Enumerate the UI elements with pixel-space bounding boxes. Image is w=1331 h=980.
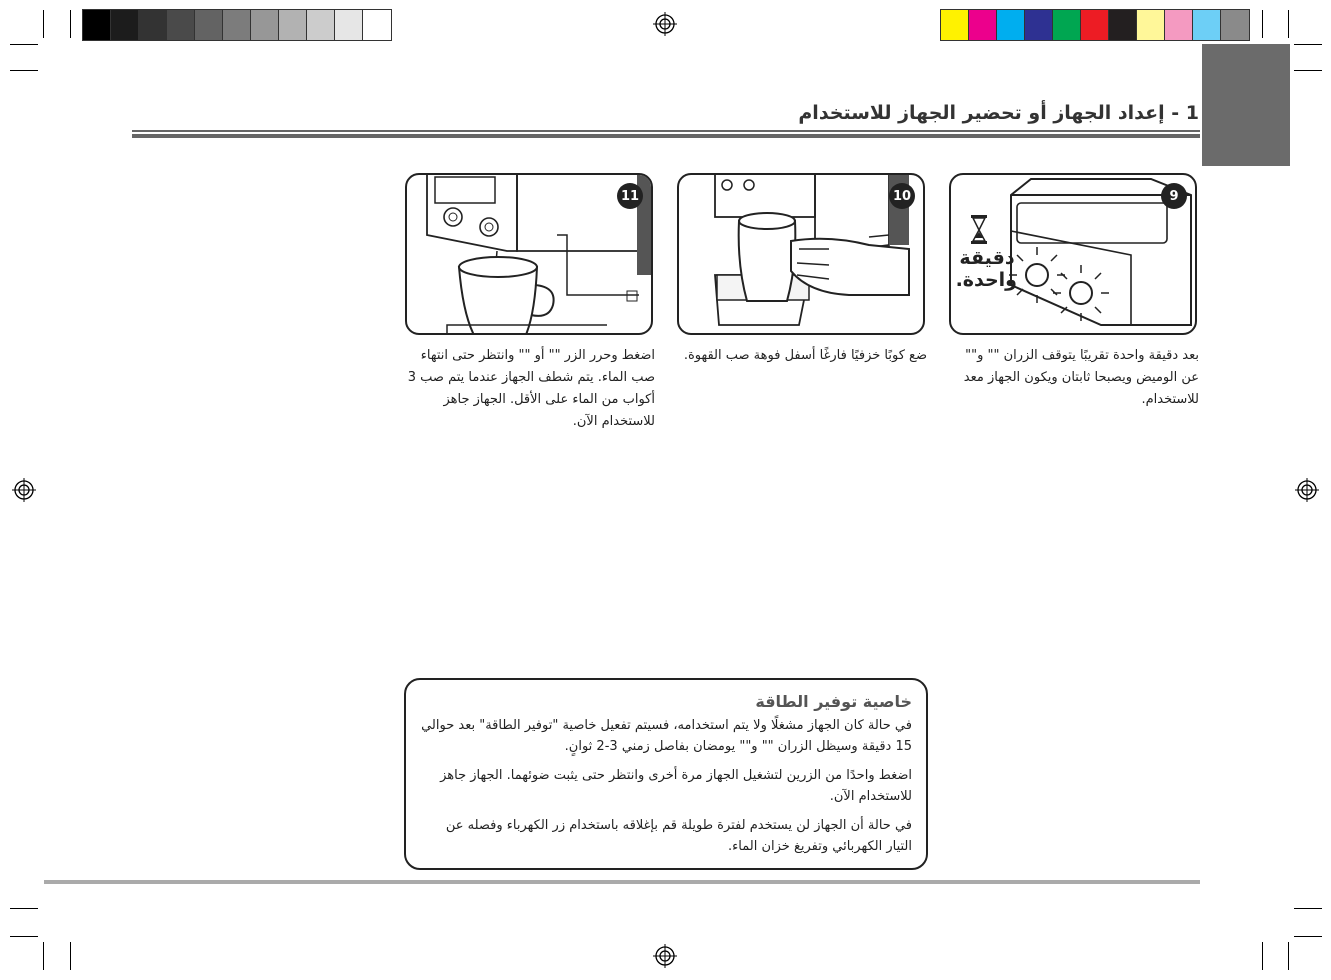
registration-mark-left-icon xyxy=(12,478,36,502)
grayscale-swatch-8 xyxy=(279,10,307,40)
step-11-illustration xyxy=(405,173,653,335)
process-color-swatch-9 xyxy=(1165,10,1193,40)
energy-saving-paragraph-2: اضغط واحدًا من الزرين لتشغيل الجهاز مرة أخرى وانتظر حتى يثبت ضوئهما. الجهاز جاهز للاستخدام الآن. xyxy=(440,768,912,804)
grayscale-swatch-5 xyxy=(195,10,223,40)
grayscale-swatch-1 xyxy=(83,10,111,40)
step-number-badge: 10 xyxy=(889,183,915,209)
color-swatch-bar xyxy=(940,9,1250,41)
process-color-swatch-5 xyxy=(1053,10,1081,40)
energy-saving-box xyxy=(404,678,928,870)
grayscale-swatch-3 xyxy=(139,10,167,40)
process-color-swatch-6 xyxy=(1081,10,1109,40)
process-color-swatch-11 xyxy=(1221,10,1249,40)
energy-saving-paragraph-3: في حالة أن الجهاز لن يستخدم لفترة طويلة قم بإغلاقه باستخدام زر الكهرباء وفصله عن التيار الكهربائي وتفريغ خزان الماء. xyxy=(445,818,912,854)
process-color-swatch-3 xyxy=(997,10,1025,40)
registration-mark-right-icon xyxy=(1295,478,1319,502)
grayscale-swatch-9 xyxy=(307,10,335,40)
step-9-illustration xyxy=(949,173,1197,335)
header-rule xyxy=(132,130,1200,132)
one-minute-label: دقيقة واحدة. xyxy=(955,247,1017,291)
grayscale-swatch-2 xyxy=(111,10,139,40)
registration-mark-bottom-icon xyxy=(653,944,677,968)
place-cup-illustration xyxy=(679,175,925,335)
process-color-swatch-4 xyxy=(1025,10,1053,40)
step-number-badge: 11 xyxy=(617,183,643,209)
grayscale-swatch-bar xyxy=(82,9,392,41)
hourglass-icon xyxy=(971,215,987,244)
step-11-caption: اضغط وحرر الزر "" أو "" وانتظر حتى انتهاء صب الماء. يتم شطف الجهاز عندما يتم صب 3 أكواب من الماء على الأقل. الجهاز جاهز للاستخدام الآن. xyxy=(407,348,655,429)
grayscale-swatch-4 xyxy=(167,10,195,40)
energy-saving-title: خاصية توفير الطاقة xyxy=(755,692,912,711)
grayscale-swatch-7 xyxy=(251,10,279,40)
process-color-swatch-7 xyxy=(1109,10,1137,40)
section-title: 1 - إعداد الجهاز أو تحضير الجهاز للاستخدام xyxy=(798,102,1199,124)
header-rule-thick xyxy=(132,134,1200,138)
registration-mark-top-icon xyxy=(653,12,677,36)
grayscale-swatch-10 xyxy=(335,10,363,40)
process-color-swatch-10 xyxy=(1193,10,1221,40)
process-color-swatch-2 xyxy=(969,10,997,40)
language-side-tab xyxy=(1202,44,1290,166)
process-color-swatch-8 xyxy=(1137,10,1165,40)
process-color-swatch-1 xyxy=(941,10,969,40)
footer-rule xyxy=(44,880,1200,884)
energy-saving-paragraph-1: في حالة كان الجهاز مشغلًا ولا يتم استخدامه، فسيتم تفعيل خاصية "توفير الطاقة" بعد حوالي 15 دقيقة وسيظل الزران "" و"" يومضان بفاصل زمني 3-2 ثوانٍ. xyxy=(421,718,912,754)
rinse-water-illustration xyxy=(407,175,653,335)
step-number-badge: 9 xyxy=(1161,183,1187,209)
step-10-caption: ضع كوبًا خزفيًا فارغًا أسفل فوهة صب القهوة. xyxy=(683,348,927,363)
grayscale-swatch-11 xyxy=(363,10,391,40)
step-10-illustration xyxy=(677,173,925,335)
step-9-caption: بعد دقيقة واحدة تقريبًا يتوقف الزران "" و"" عن الوميض ويصبحا ثابتان ويكون الجهاز معد للاستخدام. xyxy=(963,348,1199,407)
grayscale-swatch-6 xyxy=(223,10,251,40)
